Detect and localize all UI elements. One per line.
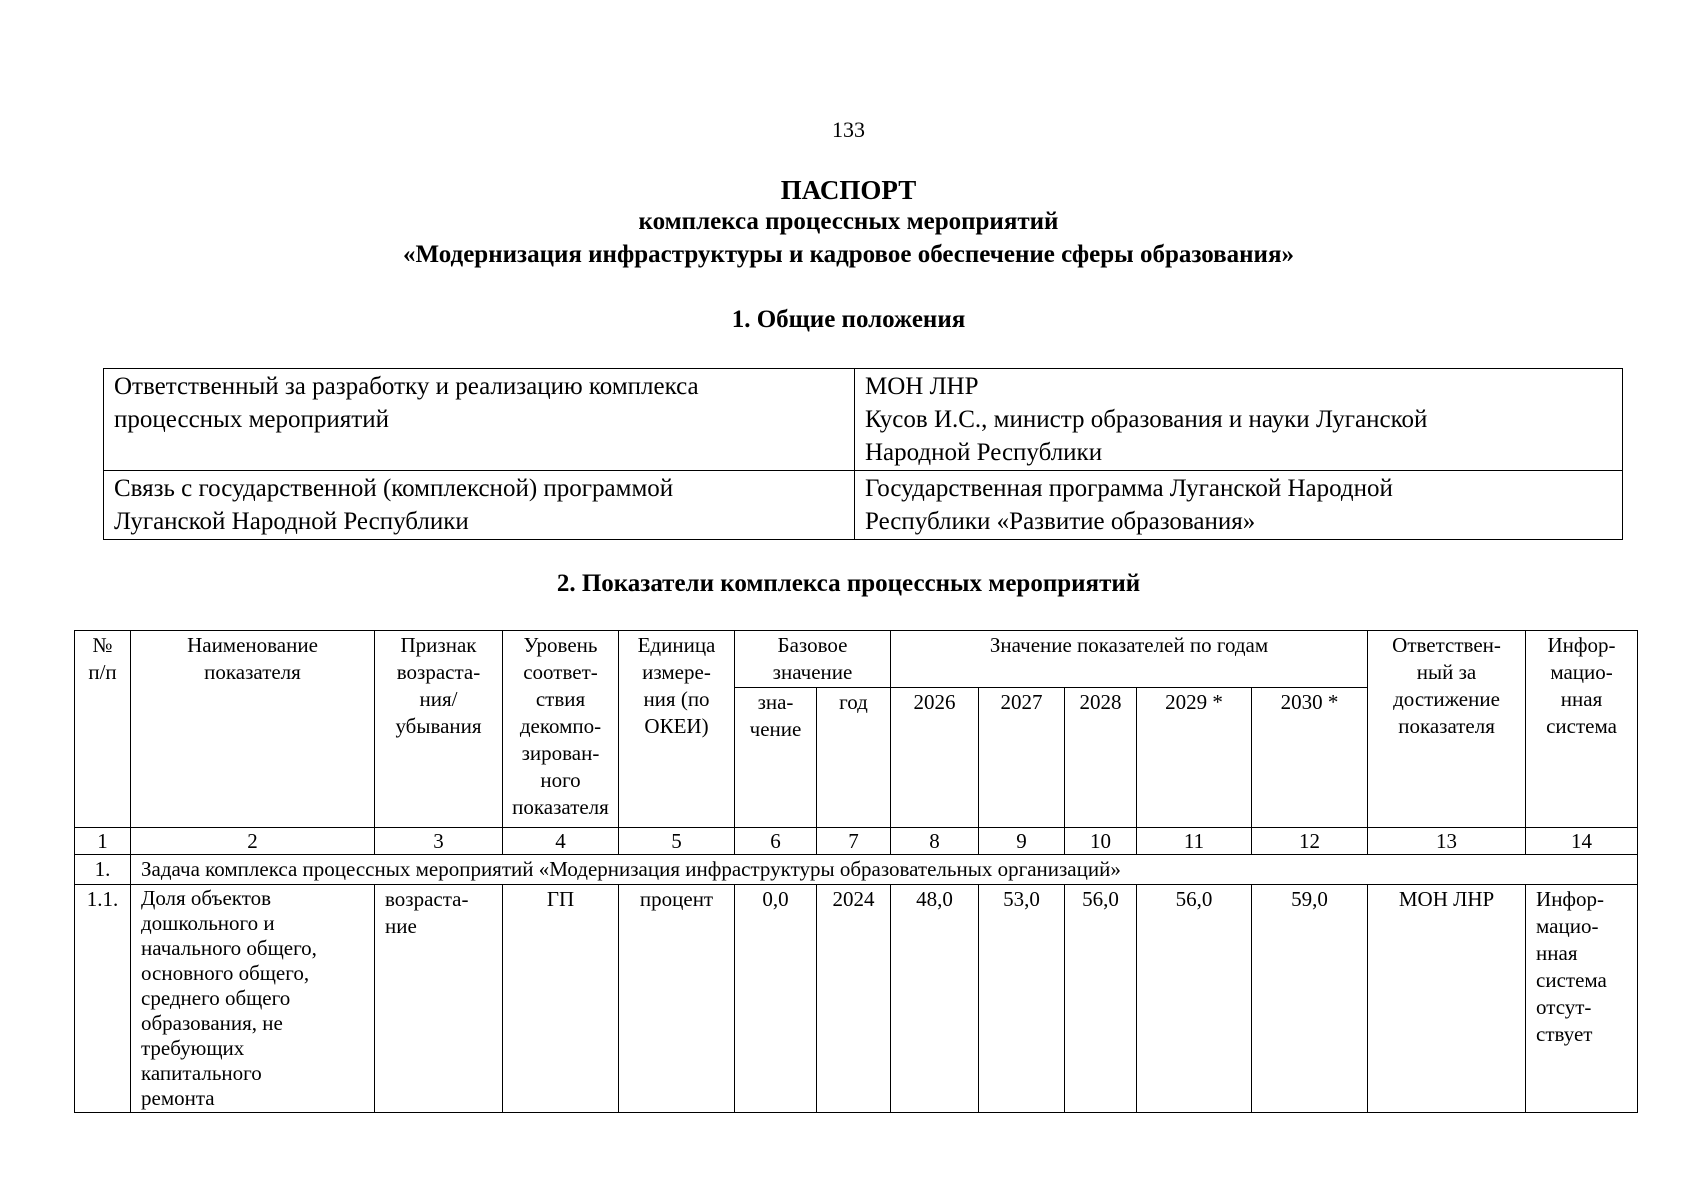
column-number: 3 xyxy=(375,828,503,855)
text-line: Государственная программа Луганской Народной xyxy=(865,475,1393,502)
text-line: Связь с государственной (комплексной) программой xyxy=(114,475,674,502)
trend-cell xyxy=(375,885,503,1113)
text-line: Единица xyxy=(637,633,716,657)
column-number: 2 xyxy=(131,828,375,855)
value-cell xyxy=(855,369,1623,471)
task-row xyxy=(75,855,1638,885)
value-cell xyxy=(855,471,1623,540)
header-base xyxy=(735,631,891,688)
text-line: Народной Республики xyxy=(865,439,1103,466)
label-cell xyxy=(104,471,855,540)
table-row xyxy=(75,885,1638,1113)
text-line: начального общего, xyxy=(141,936,317,960)
text-line: показателя xyxy=(1398,714,1495,738)
general-provisions-table xyxy=(103,368,1623,540)
header-name xyxy=(131,631,375,828)
page-number: 133 xyxy=(832,117,865,142)
text-line: система xyxy=(1536,968,1607,992)
indicator-name xyxy=(131,885,375,1113)
column-number: 10 xyxy=(1065,828,1137,855)
text-line: декомпо- xyxy=(519,714,602,738)
value-2030: 59,0 xyxy=(1252,885,1368,1113)
text-line: мацио- xyxy=(1536,914,1599,938)
text-line: чение xyxy=(749,717,802,741)
text-line: зирован- xyxy=(521,741,600,765)
column-number: 13 xyxy=(1368,828,1526,855)
section-heading-indicators: 2. Показатели комплекса процессных мероприятий xyxy=(556,570,1141,597)
text-line: Инфор- xyxy=(1536,887,1605,911)
label-cell xyxy=(104,369,855,471)
text-line: значение xyxy=(772,660,853,684)
text-line: Доля объектов xyxy=(141,886,272,910)
document-title: ПАСПОРТ xyxy=(780,175,917,205)
header-year-2027: 2027 xyxy=(979,688,1065,828)
column-number: 4 xyxy=(503,828,619,855)
column-number: 11 xyxy=(1137,828,1252,855)
text-line: Признак xyxy=(400,633,477,657)
text-line: процессных мероприятий xyxy=(114,406,389,433)
column-number: 7 xyxy=(817,828,891,855)
column-number: 12 xyxy=(1252,828,1368,855)
column-number: 8 xyxy=(891,828,979,855)
unit-cell: процент xyxy=(619,885,735,1113)
section-heading-general: 1. Общие положения xyxy=(731,306,966,333)
text-line: нная xyxy=(1560,687,1603,711)
column-number: 9 xyxy=(979,828,1065,855)
text-line: МОН ЛНР xyxy=(865,373,979,400)
text-line: мацио- xyxy=(1550,660,1613,684)
text-line: Луганской Народной Республики xyxy=(114,508,469,535)
text-line: ствия xyxy=(535,687,586,711)
text-line: № xyxy=(92,633,113,657)
text-line: возраста- xyxy=(396,660,481,684)
text-line: основного общего, xyxy=(141,961,310,985)
text-line: возраста- xyxy=(385,887,469,911)
value-2029: 56,0 xyxy=(1137,885,1252,1113)
header-year-2028: 2028 xyxy=(1065,688,1137,828)
text-line: показателя xyxy=(204,660,301,684)
text-line: п/п xyxy=(88,660,117,684)
text-line: соответ- xyxy=(523,660,598,684)
header-level xyxy=(503,631,619,828)
table-row xyxy=(104,369,1623,471)
text-line: Ответственный за разработку и реализацию комплекса xyxy=(114,373,699,400)
text-line: ОКЕИ) xyxy=(644,714,709,738)
header-info-system xyxy=(1526,631,1638,828)
text-line: зна- xyxy=(757,690,794,714)
header-year-2029: 2029 * xyxy=(1137,688,1252,828)
text-line: среднего общего xyxy=(141,986,291,1010)
value-2027: 53,0 xyxy=(979,885,1065,1113)
text-line: отсут- xyxy=(1536,995,1592,1019)
header-years-group: Значение показателей по годам xyxy=(891,631,1368,688)
text-line: капитального xyxy=(141,1061,262,1085)
text-line: ного xyxy=(540,768,581,792)
text-line: Республики «Развитие образования» xyxy=(865,508,1256,535)
text-line: Инфор- xyxy=(1547,633,1616,657)
header-year-2030: 2030 * xyxy=(1252,688,1368,828)
text-line: ния (по xyxy=(643,687,710,711)
base-value-cell: 0,0 xyxy=(735,885,817,1113)
text-line: нная xyxy=(1536,941,1578,965)
column-number-row xyxy=(75,828,1638,855)
text-line: требующих xyxy=(141,1036,245,1060)
header-num xyxy=(75,631,131,828)
task-text: Задача комплекса процессных мероприятий «Модернизация инфраструктуры образовательных организаций» xyxy=(131,855,1638,885)
column-number: 5 xyxy=(619,828,735,855)
text-line: Ответствен- xyxy=(1392,633,1501,657)
complex-name: «Модернизация инфраструктуры и кадровое обеспечение сферы образования» xyxy=(403,241,1294,268)
text-line: ствует xyxy=(1536,1022,1593,1046)
text-line: ния/ xyxy=(419,687,458,711)
text-line: Кусов И.С., министр образования и науки Луганской xyxy=(865,406,1428,433)
header-year-2026: 2026 xyxy=(891,688,979,828)
column-number: 6 xyxy=(735,828,817,855)
text-line: Уровень xyxy=(523,633,598,657)
text-line: измере- xyxy=(642,660,711,684)
base-year-cell: 2024 xyxy=(817,885,891,1113)
value-2028: 56,0 xyxy=(1065,885,1137,1113)
header-base-year: год xyxy=(817,688,891,828)
header-row xyxy=(75,631,1638,688)
text-line: показателя xyxy=(512,795,609,819)
column-number: 1 xyxy=(75,828,131,855)
text-line: ный за xyxy=(1416,660,1477,684)
text-line: образования, не xyxy=(141,1011,283,1035)
document-subtitle: комплекса процессных мероприятий xyxy=(638,208,1059,235)
table-row xyxy=(104,471,1623,540)
header-base-value xyxy=(735,688,817,828)
text-line: достижение xyxy=(1393,687,1500,711)
text-line: ние xyxy=(385,914,417,938)
info-system-cell xyxy=(1526,885,1638,1113)
header-trend xyxy=(375,631,503,828)
value-2026: 48,0 xyxy=(891,885,979,1113)
indicators-table xyxy=(74,630,1638,1113)
header-responsible xyxy=(1368,631,1526,828)
text-line: убывания xyxy=(395,714,482,738)
row-number: 1.1. xyxy=(75,885,131,1113)
text-line: дошкольного и xyxy=(141,911,275,935)
responsible-cell: МОН ЛНР xyxy=(1368,885,1526,1113)
level-cell: ГП xyxy=(503,885,619,1113)
text-line: ремонта xyxy=(141,1086,215,1110)
column-number: 14 xyxy=(1526,828,1638,855)
header-unit xyxy=(619,631,735,828)
text-line: Базовое xyxy=(777,633,848,657)
task-number: 1. xyxy=(75,855,131,885)
text-line: система xyxy=(1546,714,1617,738)
text-line: Наименование xyxy=(187,633,318,657)
